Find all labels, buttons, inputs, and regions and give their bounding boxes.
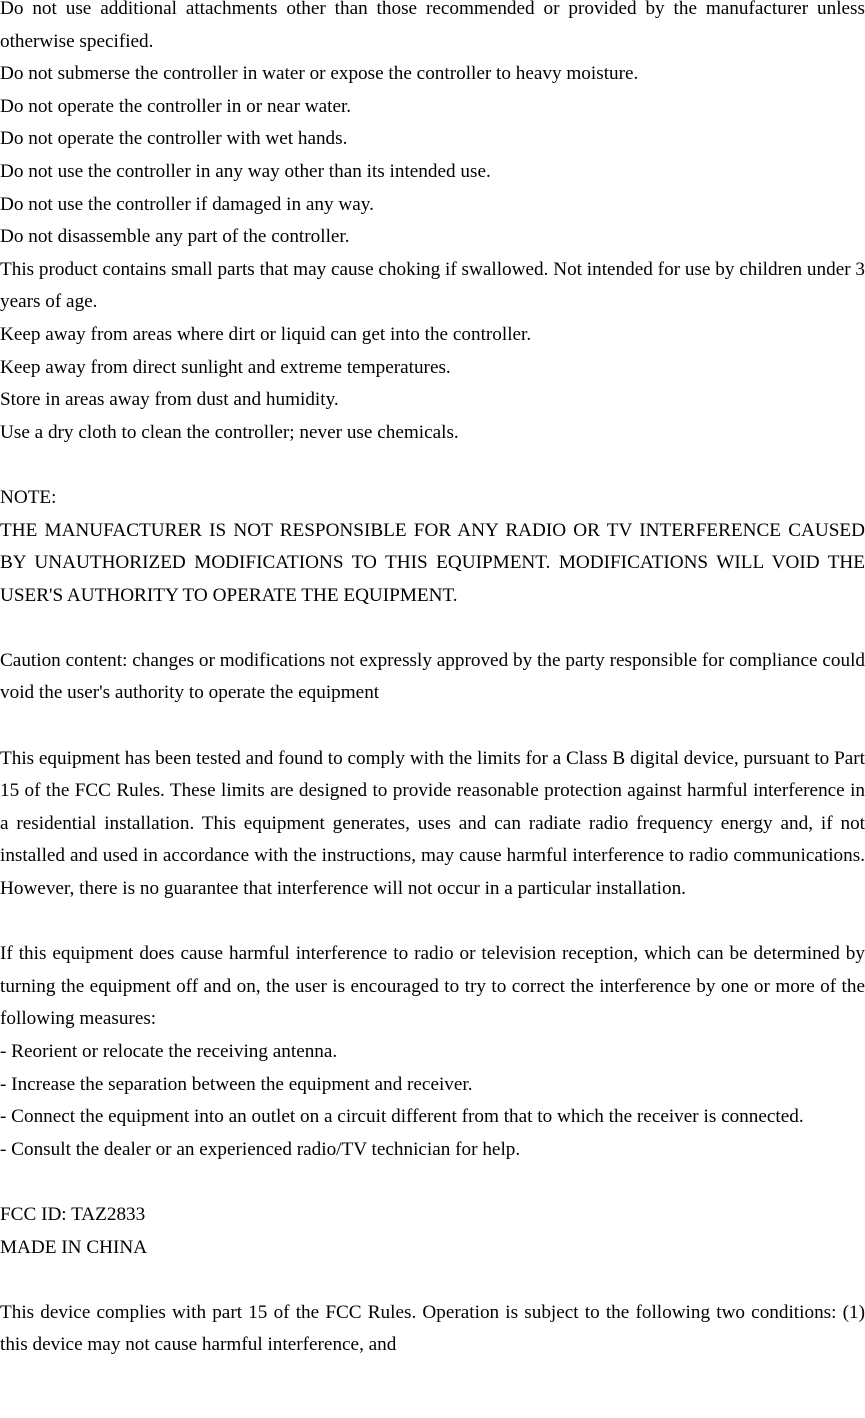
safety-line-disassemble: Do not disassemble any part of the controller.	[0, 226, 350, 248]
safety-small-parts-paragraph: This product contains small parts that may cause choking if swallowed. Not intended for use by children under 3 years of age.	[0, 258, 865, 313]
section-spacer	[0, 1264, 865, 1297]
fcc-measure-item: - Reorient or relocate the receiving antenna.	[0, 1041, 338, 1062]
fcc-measure-item: - Increase the separation between the equipment and receiver.	[0, 1073, 473, 1095]
note-heading: NOTE:	[0, 486, 57, 508]
safety-line-damaged: Do not use the controller if damaged in any way.	[0, 193, 374, 215]
origin-label: MADE IN CHINA	[0, 1236, 148, 1258]
fcc-measure-item: - Consult the dealer or an experienced radio/TV technician for help.	[0, 1138, 521, 1160]
note-body: THE MANUFACTURER IS NOT RESPONSIBLE FOR ANY RADIO OR TV INTERFERENCE CAUSED BY UNAUTHORIZED MODIFICATIONS TO THIS EQUIPMENT. MODIFICATIONS WILL VOID THE USER'S AUTHORITY TO OPERATE THE EQUIPMENT.	[0, 519, 865, 606]
section-spacer	[0, 710, 865, 743]
safety-line-dirt-liquid: Keep away from areas where dirt or liquid can get into the controller.	[0, 323, 532, 345]
safety-attachments-paragraph: Do not use additional attachments other than those recommended or provided by the manufacturer unless otherwise specified.	[0, 0, 865, 52]
safety-line-near-water: Do not operate the controller in or near water.	[0, 95, 352, 117]
section-spacer	[0, 612, 865, 645]
safety-line-intended-use: Do not use the controller in any way other than its intended use.	[0, 160, 491, 182]
fcc-measures-intro: If this equipment does cause harmful interference to radio or television reception, which can be determined by turning the equipment off and on, the user is encouraged to try to correct the interference by one or more of the following measures:	[0, 943, 865, 1030]
section-spacer	[0, 906, 865, 939]
section-spacer	[0, 1166, 865, 1199]
safety-line-submerse: Do not submerse the controller in water or expose the controller to heavy moisture.	[0, 63, 639, 85]
safety-line-cleaning: Use a dry cloth to clean the controller; never use chemicals.	[0, 421, 459, 443]
safety-line-sunlight: Keep away from direct sunlight and extreme temperatures.	[0, 356, 451, 378]
fcc-class-b-paragraph: This equipment has been tested and found to comply with the limits for a Class B digital device, pursuant to Part 15 of the FCC Rules. These limits are designed to provide reasonable protection against harmful interference in a residential installation. This equipment generates, uses and can radiate radio frequency energy and, if not installed and used in accordance with the instructions, may cause harmful interference to radio communications. However, there is no guarantee that interference will not occur in a particular installation.	[0, 747, 865, 900]
section-spacer	[0, 449, 865, 482]
caution-paragraph: Caution content: changes or modifications not expressly approved by the party responsible for compliance could void the user's authority to operate the equipment	[0, 649, 865, 704]
safety-line-storage: Store in areas away from dust and humidity.	[0, 389, 339, 411]
safety-line-wet-hands: Do not operate the controller with wet hands.	[0, 128, 348, 150]
fcc-id-label: FCC ID: TAZ2833	[0, 1203, 146, 1225]
compliance-paragraph: This device complies with part 15 of the FCC Rules. Operation is subject to the following two conditions: (1) this device may not cause harmful interference, and	[0, 1301, 865, 1356]
fcc-measure-item: - Connect the equipment into an outlet on a circuit different from that to which the receiver is connected.	[0, 1106, 804, 1128]
